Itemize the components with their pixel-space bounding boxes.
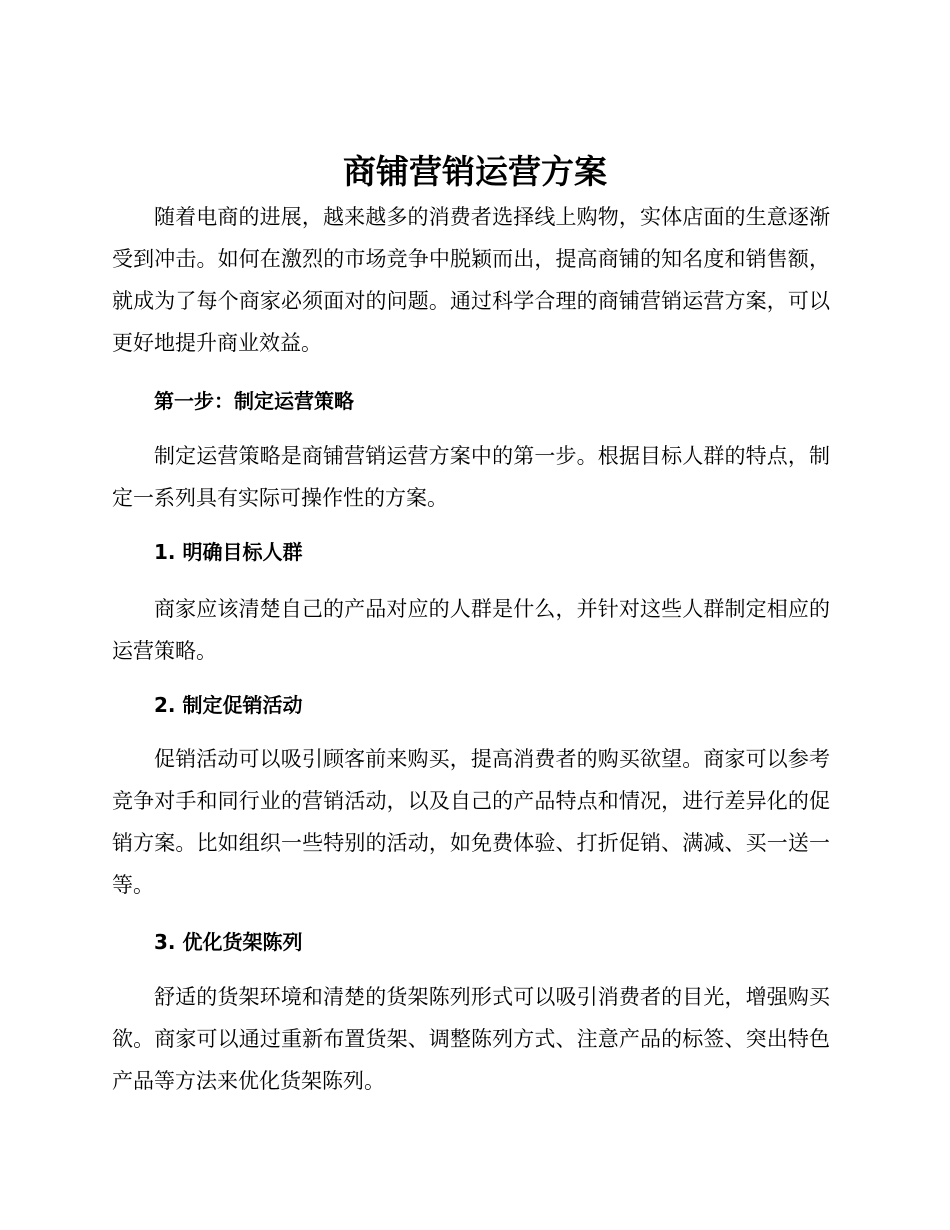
step1-paragraph: 制定运营策略是商铺营销运营方案中的第一步。根据目标人群的特点，制定一系列具有实际可操作性的方案。 [112,444,830,510]
intro-paragraph: 随着电商的进展，越来越多的消费者选择线上购物，实体店面的生意逐渐受到冲击。如何在激烈的市场竞争中脱颖而出，提高商铺的知名度和销售额，就成为了每个商家必须面对的问题。通过科学合理的商铺营销运营方案，可以更好地提升商业效益。 [112,205,830,355]
item2-paragraph: 促销活动可以吸引顾客前来购买，提高消费者的购买欲望。商家可以参考竞争对手和同行业的营销活动，以及自己的产品特点和情况，进行差异化的促销方案。比如组织一些特别的活动，如免费体验、打折促销、满减、买一送一等。 [112,747,830,897]
item3-paragraph: 舒适的货架环境和清楚的货架陈列形式可以吸引消费者的目光，增强购买欲。商家可以通过重新布置货架、调整陈列方式、注意产品的标签、突出特色产品等方法来优化货架陈列。 [112,985,830,1093]
item1-heading: 1. 明确目标人群 [154,540,303,564]
document-title: 商铺营销运营方案 [343,152,607,191]
item2-heading: 2. 制定促销活动 [154,693,303,717]
item1-paragraph: 商家应该清楚自己的产品对应的人群是什么，并针对这些人群制定相应的运营策略。 [112,597,830,663]
step1-heading: 第一步：制定运营策略 [154,389,354,413]
item3-heading: 3. 优化货架陈列 [154,930,303,954]
